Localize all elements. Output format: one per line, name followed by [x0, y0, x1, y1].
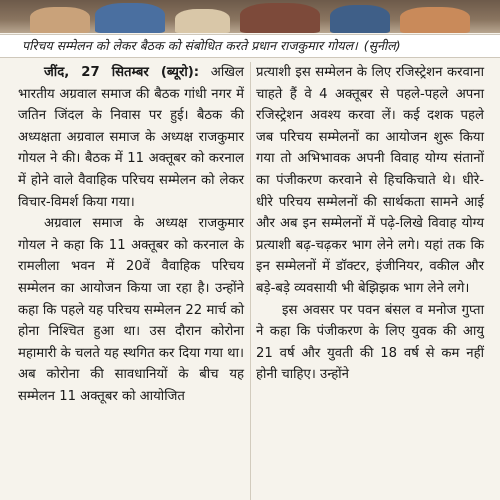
article-paragraph: अग्रवाल समाज के अध्यक्ष राजकुमार गोयल ने कहा कि 11 अक्तूबर को करनाल के रामलीला भवन में 20वें वैवाहिक परिचय सम्मेलन का आयोजन किया जा रहा है। उन्होंने कहा कि पहले यह परिचय सम्मेलन 22 मार्च को होना निश्चित हुआ था। उस दौरान कोरोना महामारी के चलते यह स्थगित कर दिया गया था। अब कोरोना की सावधानियों के बीच यह सम्मेलन 11 अक्तूबर को आयोजित: [18, 216, 244, 404]
article-paragraph: [18, 62, 244, 213]
article-paragraph: प्रत्याशी इस सम्मेलन के लिए रजिस्ट्रेशन करवाना चाहते हैं वे 4 अक्तूबर से पहले-पहले अपना रजिस्ट्रेशन अवश्य करवा लें। कई दशक पहले जब परिचय सम्मेलनों का आयोजन शुरू किया गया तो अभिभावक अपनी विवाह योग्य संतानों का पंजीकरण करवाने से हिचकिचाते थे। धीरे-धीरे परिचय सम्मेलनों की सार्थकता सामने आई और अब इन सम्मेलनों में पढ़े-लिखे विवाह योग्य प्रत्याशी बढ़-चढ़कर भाग लेने लगे। यहां तक कि इन सम्मेलनों में डॉक्टर, इंजीनियर, वकील और बड़े-बड़े व्यवसायी भी बेझिझक भाग लेने लगे।: [256, 65, 484, 296]
article-body: [0, 62, 500, 500]
caption-text: परिचय सम्मेलन को लेकर बैठक को संबोधित करते प्रधान राजकुमार गोयल।: [22, 38, 358, 53]
news-photo: [0, 0, 500, 33]
photo-caption: [0, 34, 500, 58]
article-column-right: [256, 62, 484, 386]
article-paragraph: इस अवसर पर पवन बंसल व मनोज गुप्ता ने कहा कि पंजीकरण के लिए युवक की आयु 21 वर्ष और युवती की 18 वर्ष से कम नहीं होनी चाहिए। उन्होंने: [256, 302, 484, 383]
photo-credit: (सुनील): [363, 38, 401, 53]
article-column-left: [18, 62, 244, 408]
dateline: जींद, 27 सितम्बर (ब्यूरो):: [44, 65, 200, 80]
paragraph-text: अखिल भारतीय अग्रवाल समाज की बैठक गांधी नगर में जतिन जिंदल के निवास पर हुई। बैठक की अध्यक्षता अग्रवाल समाज के अध्यक्ष राजकुमार गोयल ने की। बैठक में 11 अक्तूबर को करनाल में होने वाले वैवाहिक परिचय सम्मेलन को लेकर विचार-विमर्श किया गया।: [18, 65, 244, 210]
